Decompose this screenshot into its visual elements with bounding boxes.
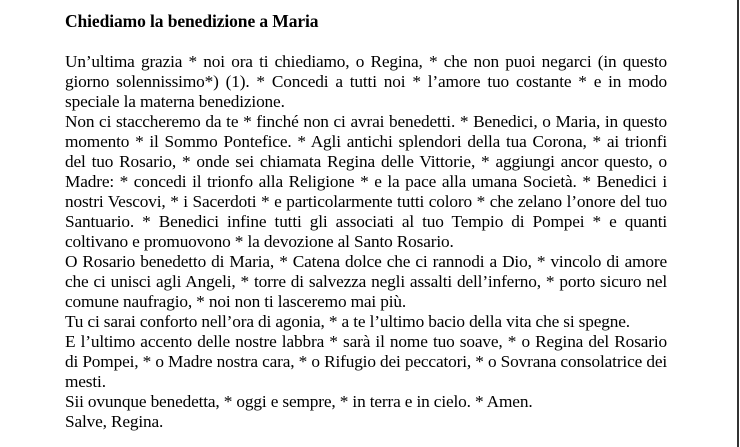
paragraph-tu-ci-sarai: Tu ci sarai conforto nell’ora di agonia, * a te l’ultimo bacio della vita che si spegne. xyxy=(65,312,630,331)
paragraph-non-ci-staccheremo: Non ci staccheremo da te * finché non ci avrai benedetti. * Benedici, o Maria, in questo momento * il Sommo Pontefice. * Agli antichi splendori della tua Corona, * ai trionfi del tuo Rosario, * onde sei chiamata Regina delle Vittorie, * aggiungi ancor questo, o Madre: * concedi il trionfo alla Religione * e la pace alla umana Società. * Benedici i nostri Vescovi, * i Sacerdoti * e particolarmente tutti coloro * che zelano l’onore del tuo Santuario. * Benedici infine tutti gli associati al tuo Tempio di Pompei * e quanti coltivano e promuovono * la devozione al Santo Rosario. xyxy=(65,112,667,251)
paragraph-ultimo-accento: E l’ultimo accento delle nostre labbra * sarà il nome tuo soave, * o Regina del Rosario di Pompei, * o Madre nostra cara, * o Rifugio dei peccatori, * o Sovrana consolatrice dei mesti. xyxy=(65,332,667,391)
paragraph-sii-ovunque: Sii ovunque benedetta, * oggi e sempre, * in terra e in cielo. * Amen. xyxy=(65,392,533,411)
paragraph-salve-regina: Salve, Regina. xyxy=(65,412,164,431)
page-edge-divider xyxy=(737,0,739,447)
paragraph-o-rosario: O Rosario benedetto di Maria, * Catena dolce che ci rannodi a Dio, * vincolo di amore che ci unisci agli Angeli, * torre di salvezza negli assalti dell’inferno, * porto sicuro nel comune naufragio, * noi non ti lasceremo mai più. xyxy=(65,252,667,311)
paragraph-ultima-grazia: Un’ultima grazia * noi ora ti chiediamo, o Regina, * che non puoi negarci (in questo giorno solennissimo*) (1). * Concedi a tutti noi * l’amore tuo costante * e in modo speciale la materna benedizione. xyxy=(65,52,667,111)
document-title: Chiediamo la benedizione a Maria xyxy=(65,11,319,31)
document-content xyxy=(65,10,667,432)
document-body xyxy=(65,52,667,432)
